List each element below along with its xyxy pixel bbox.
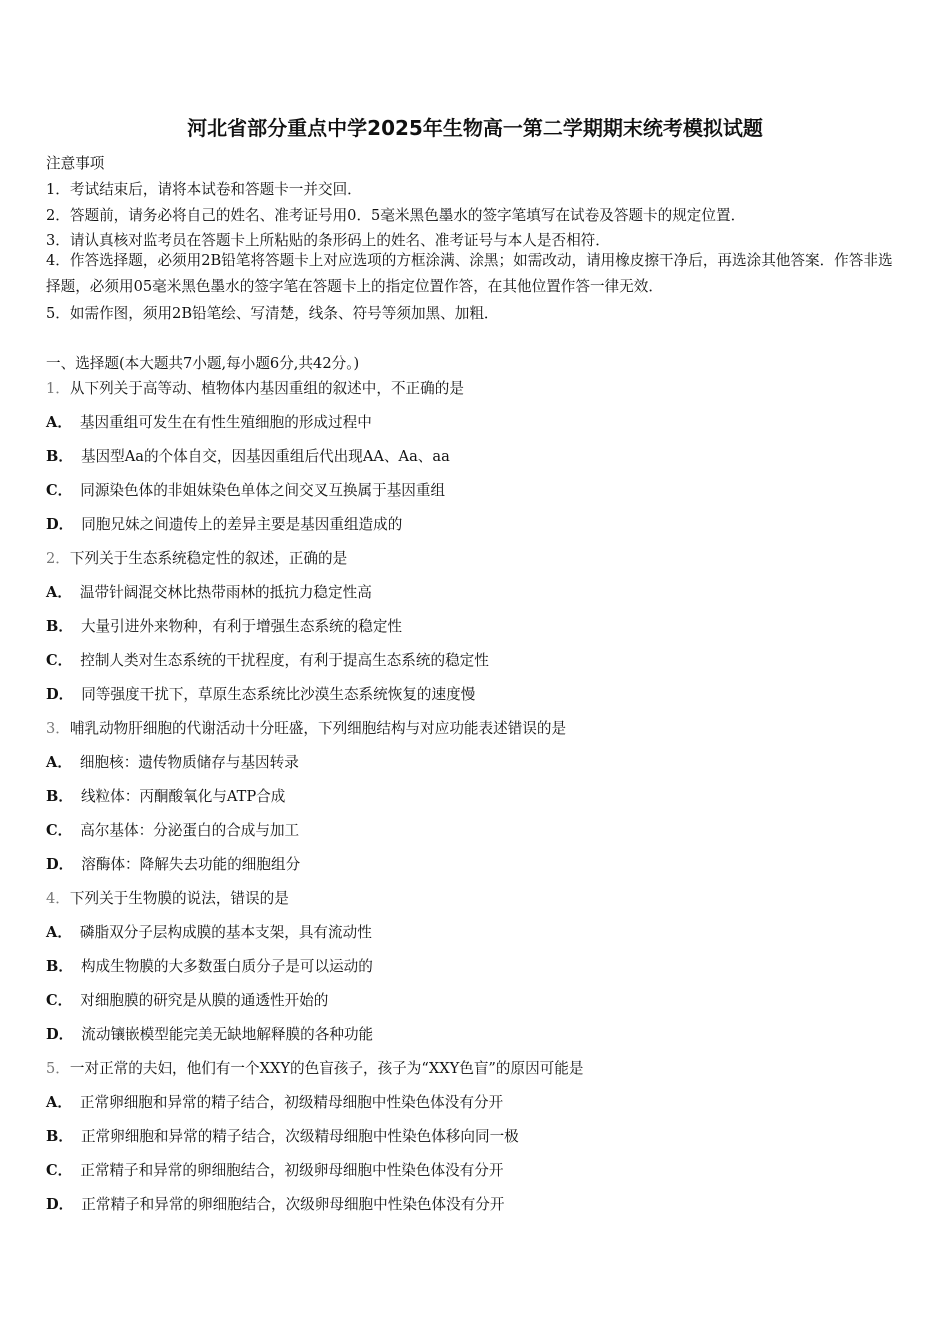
option-text: 磷脂双分子层构成膜的基本支架，具有流动性 [79,924,372,941]
option-text: 流动镶嵌模型能完美无缺地解释膜的各种功能 [81,1026,374,1043]
page-title: 河北省部分重点中学2025年生物高一第二学期期末统考模拟试题 [187,116,763,140]
option-row [46,921,372,942]
question-stem [46,547,347,568]
option-letter: A． [46,754,72,771]
option-row [46,411,372,432]
notice-item: 5．如需作图，须用2B铅笔绘、写清楚，线条、符号等须加黑、加粗． [46,305,499,322]
option-letter: C． [46,822,73,839]
option-letter: B． [46,788,73,805]
option-row [46,445,450,466]
option-row [46,1125,519,1146]
option-text: 基因型Aa的个体自交，因基因重组后代出现AA、Aa、aa [80,448,450,465]
option-row [46,819,299,840]
question-number: 5． [46,1060,70,1077]
option-row [46,581,372,602]
option-row [46,1159,503,1180]
option-letter: D． [46,856,74,873]
question-stem [46,887,289,908]
question-stem [46,377,464,398]
option-row [46,1091,503,1112]
option-row [46,955,373,976]
option-text: 正常精子和异常的卵细胞结合，初级卵母细胞中性染色体没有分开 [80,1162,504,1179]
option-row [46,989,328,1010]
option-text: 构成生物膜的大多数蛋白质分子是可以运动的 [80,958,373,975]
option-text: 同源染色体的非姐妹染色单体之间交叉互换属于基因重组 [80,482,446,499]
option-letter: D． [46,516,74,533]
option-letter: B． [46,958,73,975]
option-text: 细胞核：遗传物质储存与基因转录 [79,754,299,771]
notice-item: 3．请认真核对监考员在答题卡上所粘贴的条形码上的姓名、准考证号与本人是否相符． [46,232,610,249]
option-text: 正常精子和异常的卵细胞结合，次级卵母细胞中性染色体没有分开 [81,1196,505,1213]
option-row [46,683,475,704]
question-text: 哺乳动物肝细胞的代谢活动十分旺盛，下列细胞结构与对应功能表述错误的是 [69,720,567,737]
option-letter: D． [46,686,74,703]
option-letter: A． [46,414,72,431]
option-row [46,1023,373,1044]
option-row [46,1193,504,1214]
notice-heading: 注意事项 [46,155,105,172]
option-text: 正常卵细胞和异常的精子结合，初级精母细胞中性染色体没有分开 [79,1094,504,1111]
option-text: 控制人类对生态系统的干扰程度，有利于提高生态系统的稳定性 [80,652,489,669]
question-number: 4． [46,890,70,907]
option-text: 对细胞膜的研究是从膜的通透性开始的 [80,992,329,1009]
option-letter: C． [46,992,73,1009]
option-row [46,479,445,500]
question-stem [46,717,566,738]
option-row [46,513,402,534]
option-text: 同等强度干扰下，草原生态系统比沙漠生态系统恢复的速度慢 [81,686,476,703]
option-row [46,785,285,806]
option-letter: C． [46,652,73,669]
question-number: 1． [46,380,70,397]
question-number: 2． [46,550,70,567]
option-letter: D． [46,1196,74,1213]
section-heading: 一、选择题(本大题共7小题,每小题6分,共42分。) [46,355,360,372]
question-text: 从下列关于高等动、植物体内基因重组的叙述中，不正确的是 [69,380,464,397]
option-text: 大量引进外来物种，有利于增强生态系统的稳定性 [80,618,403,635]
option-row [46,649,489,670]
option-letter: B． [46,618,73,635]
option-letter: B． [46,448,73,465]
option-letter: A． [46,924,72,941]
option-text: 正常卵细胞和异常的精子结合，次级精母细胞中性染色体移向同一极 [80,1128,519,1145]
notice-item: 2．答题前，请务必将自己的姓名、准考证号用0．5毫米黑色墨水的签字笔填写在试卷及答题卡的规定位置． [46,207,746,224]
option-text: 线粒体：丙酮酸氧化与ATP合成 [80,788,286,805]
option-letter: C． [46,1162,73,1179]
option-letter: A． [46,1094,72,1111]
option-text: 溶酶体：降解失去功能的细胞组分 [81,856,301,873]
notice-item: 1．考试结束后，请将本试卷和答题卡一并交回． [46,181,362,198]
option-row [46,853,300,874]
option-letter: D． [46,1026,74,1043]
option-letter: C． [46,482,73,499]
option-text: 同胞兄妹之间遗传上的差异主要是基因重组造成的 [81,516,403,533]
notice-item: 4．作答选择题，必须用2B铅笔将答题卡上对应选项的方框涂满、涂黑；如需改动，请用橡皮擦干净后，再选涂其他答案．作答非选择题，必须用05毫米黑色墨水的签字笔在答题卡上的指定位置作答，在其他位置作答一律无效． [46,252,893,295]
question-text: 一对正常的夫妇，他们有一个XXY的色盲孩子，孩子为“XXY色盲”的原因可能是 [69,1060,584,1077]
question-text: 下列关于生物膜的说法，错误的是 [69,890,289,907]
option-text: 温带针阔混交林比热带雨林的抵抗力稳定性高 [79,584,372,601]
question-text: 下列关于生态系统稳定性的叙述，正确的是 [69,550,348,567]
option-row [46,615,402,636]
option-text: 基因重组可发生在有性生殖细胞的形成过程中 [79,414,372,431]
option-letter: B． [46,1128,73,1145]
option-row [46,751,299,772]
option-letter: A． [46,584,72,601]
question-number: 3． [46,720,70,737]
question-stem [46,1057,583,1078]
option-text: 高尔基体：分泌蛋白的合成与加工 [80,822,300,839]
